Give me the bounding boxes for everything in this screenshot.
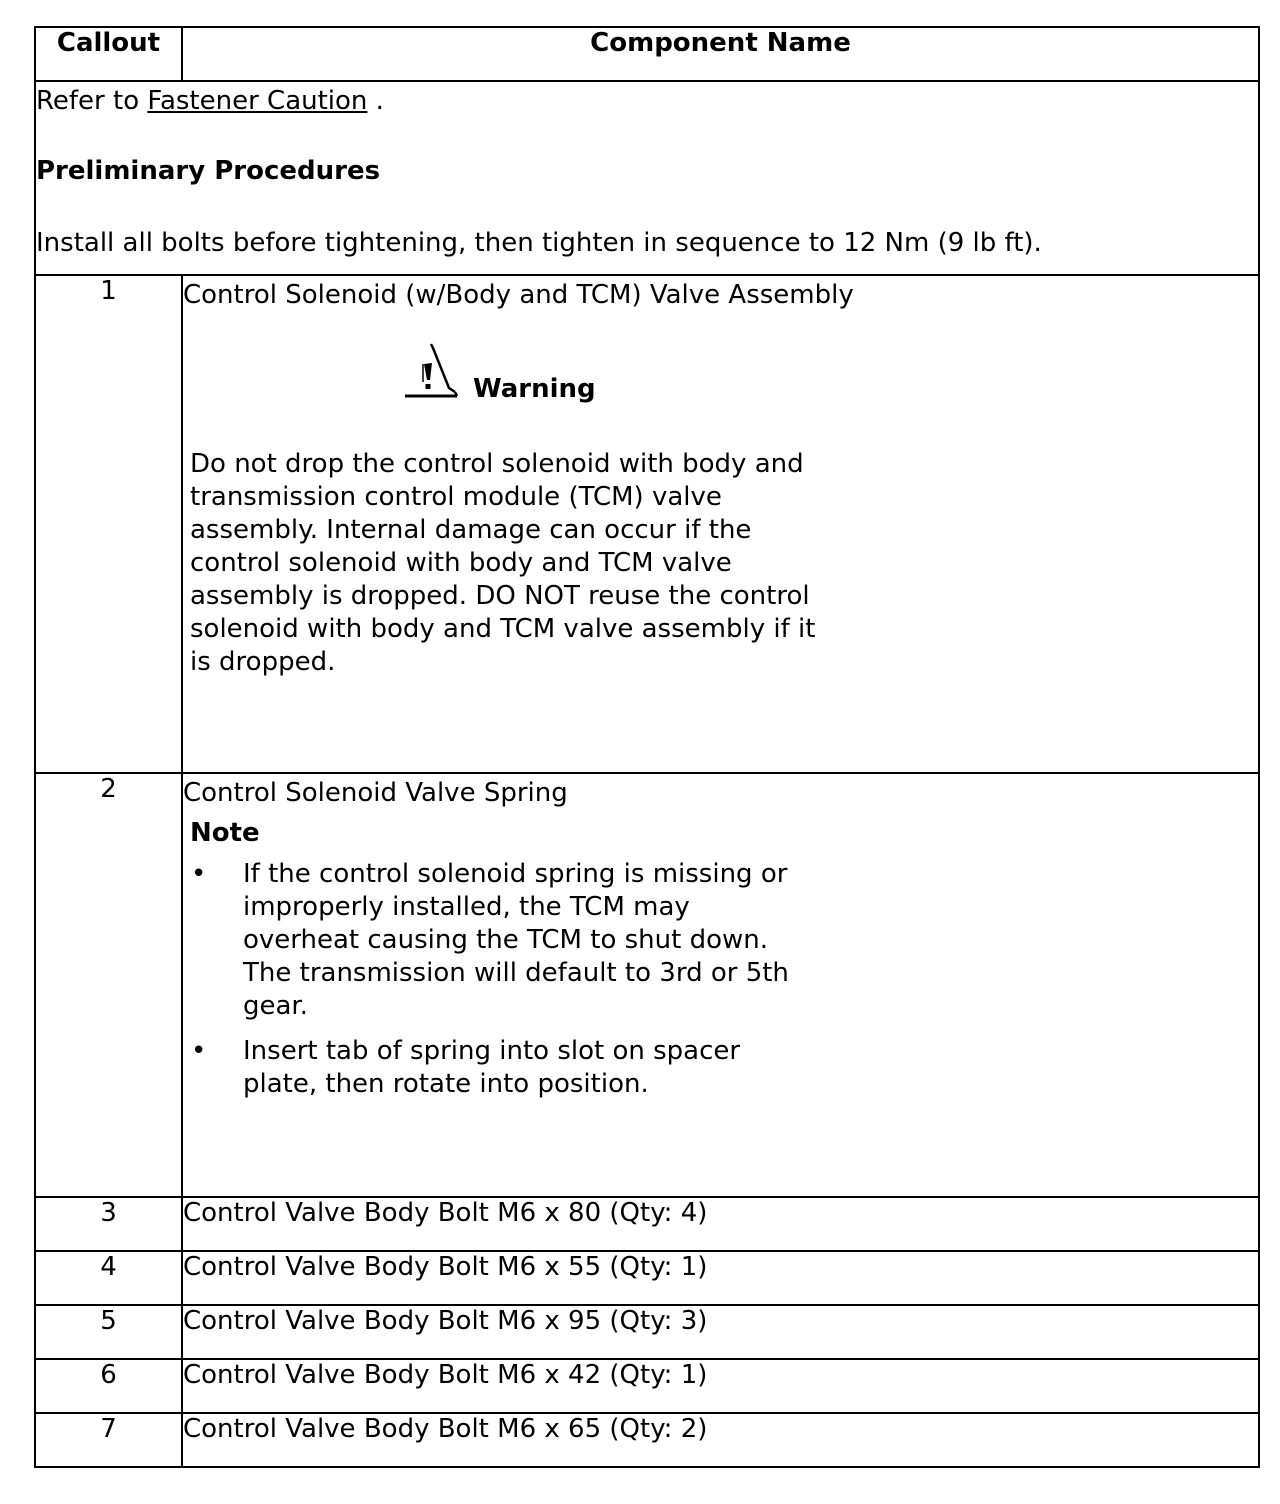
callout-number: 5 [35, 1305, 182, 1359]
callout-number: 1 [35, 275, 182, 773]
callout-header: Callout [35, 27, 182, 81]
component-name: Control Solenoid (w/Body and TCM) Valve Assembly [183, 280, 854, 310]
note-label: Note [190, 818, 260, 848]
callout-number: 3 [35, 1197, 182, 1251]
list-item [183, 1035, 803, 1101]
list-item [183, 858, 803, 1023]
warning-label: Warning [473, 374, 596, 404]
component-name: Control Valve Body Bolt M6 x 65 (Qty: 2) [182, 1413, 1259, 1467]
note-text: Insert tab of spring into slot on spacer plate, then rotate into position. [243, 1036, 741, 1099]
component-name: Control Valve Body Bolt M6 x 55 (Qty: 1) [182, 1251, 1259, 1305]
component-name: Control Solenoid Valve Spring [183, 778, 568, 808]
callout-number: 4 [35, 1251, 182, 1305]
component-cell [182, 773, 1259, 1197]
tighten-instruction: Install all bolts before tightening, then tighten in sequence to 12 Nm (9 lb ft). [36, 228, 1042, 258]
table-row [35, 773, 1259, 1197]
table-row [35, 1251, 1259, 1305]
refer-suffix: . [367, 86, 384, 116]
warning-icon [403, 342, 461, 402]
component-name-header: Component Name [182, 27, 1259, 81]
table-row [35, 1413, 1259, 1467]
bullet-icon: • [191, 859, 207, 889]
callout-number: 2 [35, 773, 182, 1197]
table-row [35, 1197, 1259, 1251]
procedure-table [34, 26, 1260, 1468]
header-row [35, 27, 1259, 81]
warning-text: Do not drop the control solenoid with body and transmission control module (TCM) valve assembly. Internal damage can occur if the control solenoid with body and TCM valve assembly is dropped. DO NOT reuse the control solenoid with body and TCM valve assembly if it is dropped. [190, 449, 816, 677]
note-text: If the control solenoid spring is missing or improperly installed, the TCM may overheat causing the TCM to shut down. The transmission will default to 3rd or 5th gear. [243, 859, 789, 1021]
table-row [35, 1305, 1259, 1359]
table-row [35, 1359, 1259, 1413]
refer-line [36, 82, 1258, 120]
intro-cell [35, 81, 1259, 275]
table-row [35, 275, 1259, 773]
component-name: Control Valve Body Bolt M6 x 42 (Qty: 1) [182, 1359, 1259, 1413]
warning-heading [403, 342, 1258, 402]
component-cell [182, 275, 1259, 773]
callout-number: 6 [35, 1359, 182, 1413]
callout-number: 7 [35, 1413, 182, 1467]
refer-prefix: Refer to [36, 86, 140, 116]
intro-row [35, 81, 1259, 275]
bullet-icon: • [191, 1036, 207, 1066]
note-list [183, 858, 1258, 1101]
fastener-caution-link[interactable]: Fastener Caution [147, 86, 368, 116]
component-name: Control Valve Body Bolt M6 x 80 (Qty: 4) [182, 1197, 1259, 1251]
component-name: Control Valve Body Bolt M6 x 95 (Qty: 3) [182, 1305, 1259, 1359]
preliminary-procedures-heading: Preliminary Procedures [36, 156, 381, 186]
